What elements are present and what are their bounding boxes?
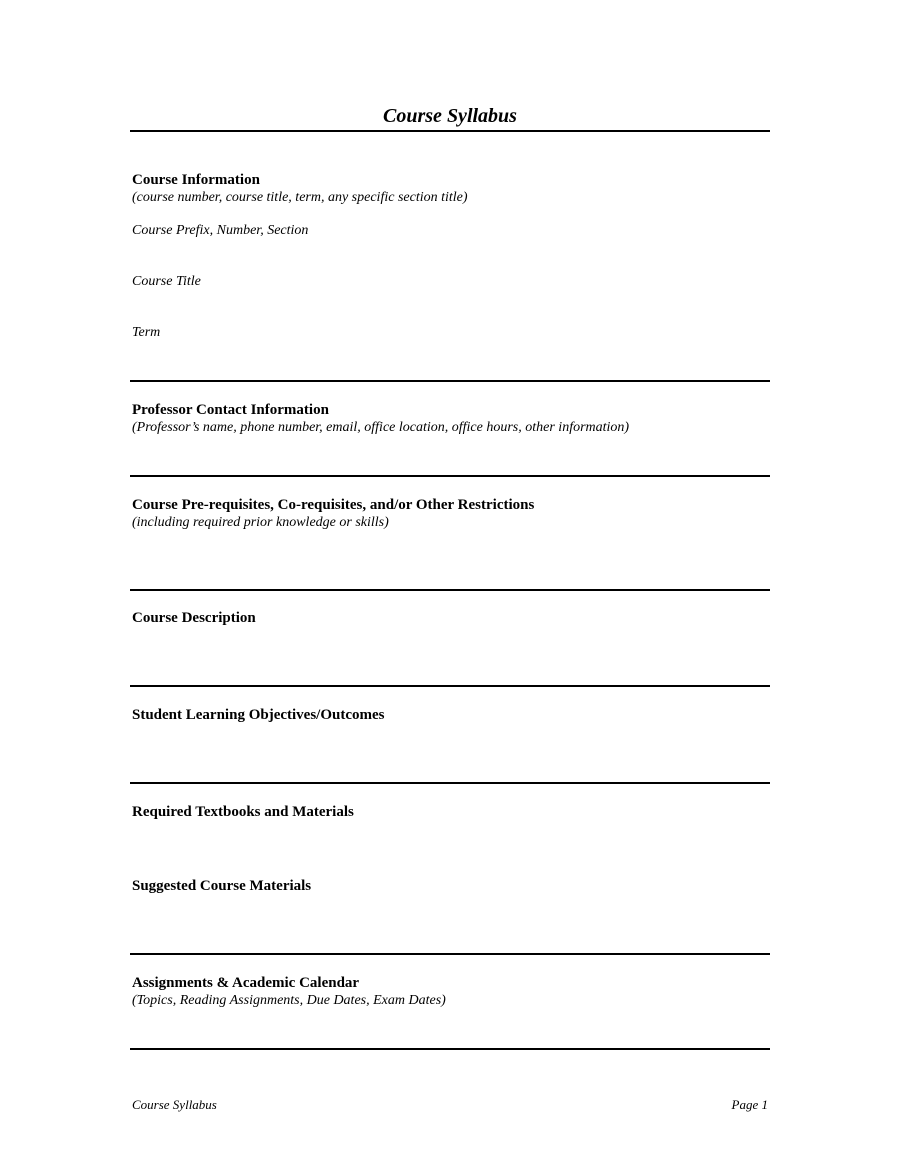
footer-page-number: Page 1: [731, 1097, 768, 1112]
suggested-materials-heading: Suggested Course Materials: [132, 878, 312, 894]
prerequisites-heading: Course Pre-requisites, Co-requisites, and/or Other Restrictions: [132, 497, 535, 513]
section-divider-1: [130, 380, 770, 382]
assignments-calendar-note: (Topics, Reading Assignments, Due Dates, Exam Dates): [132, 993, 446, 1008]
course-description-heading: Course Description: [132, 610, 256, 626]
section-divider-5: [130, 782, 770, 784]
learning-objectives-heading: Student Learning Objectives/Outcomes: [132, 707, 385, 723]
professor-contact-note: (Professor’s name, phone number, email, office location, office hours, other information): [132, 420, 630, 435]
assignments-calendar-heading: Assignments & Academic Calendar: [132, 975, 360, 991]
section-divider-3: [130, 589, 770, 591]
required-textbooks-heading: Required Textbooks and Materials: [132, 804, 354, 820]
section-divider-6: [130, 953, 770, 955]
section-divider-4: [130, 685, 770, 687]
course-info-note: (course number, course title, term, any specific section title): [132, 190, 468, 205]
course-info-heading: Course Information: [132, 172, 260, 188]
course-title-label: Course Title: [132, 274, 201, 289]
document-title: Course Syllabus: [383, 105, 517, 127]
section-divider-2: [130, 475, 770, 477]
title-rule: [130, 130, 770, 132]
course-prefix-label: Course Prefix, Number, Section: [132, 223, 309, 238]
section-divider-7: [130, 1048, 770, 1050]
footer-document-name: Course Syllabus: [132, 1097, 217, 1112]
prerequisites-note: (including required prior knowledge or skills): [132, 515, 389, 530]
professor-contact-heading: Professor Contact Information: [132, 402, 329, 418]
term-label: Term: [132, 325, 161, 340]
